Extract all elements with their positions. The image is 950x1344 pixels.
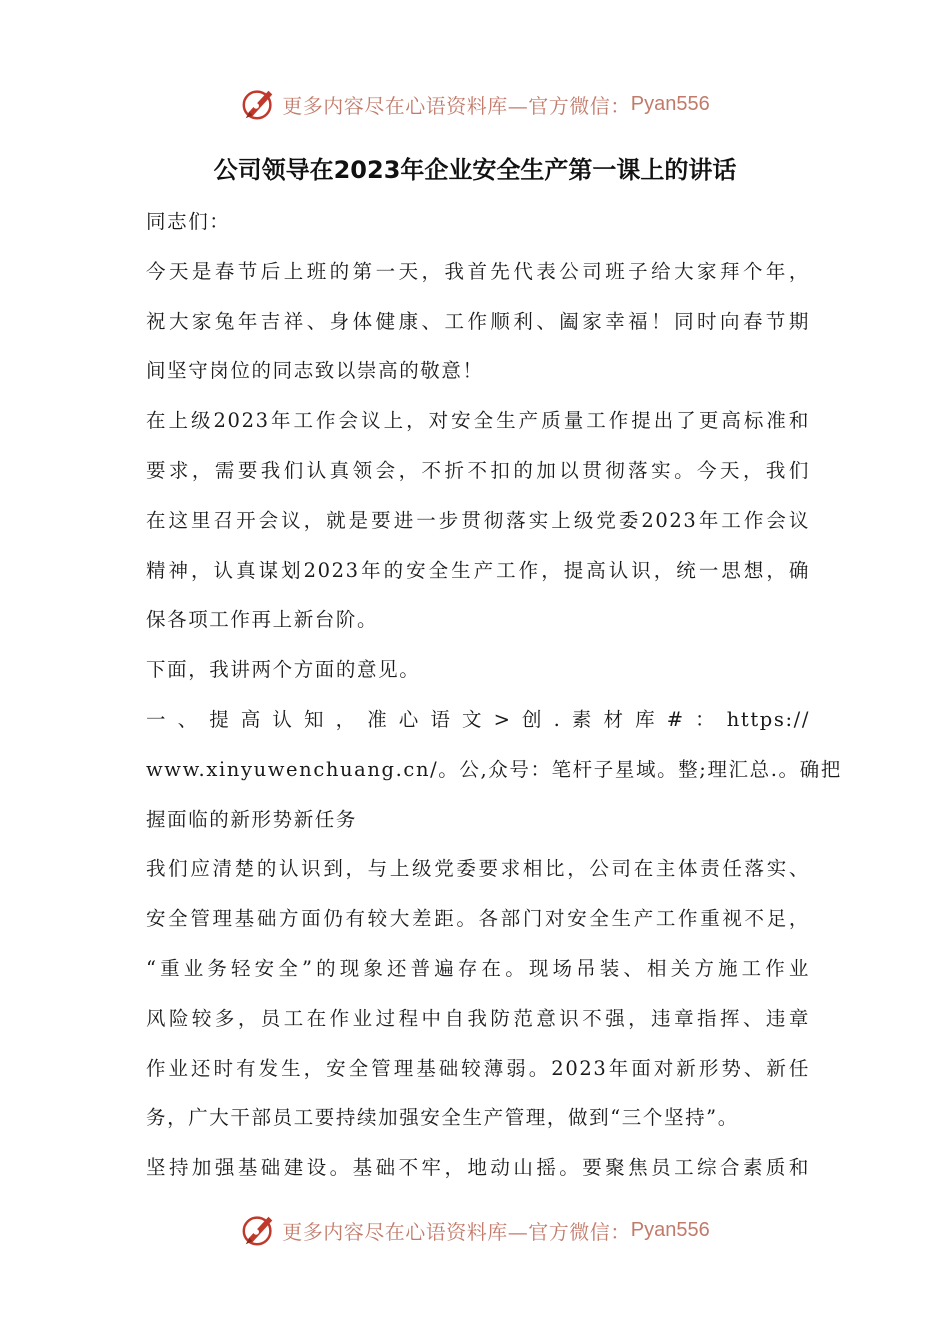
banner-text: 更多内容尽在心语资料库—官方微信： <box>282 1219 631 1244</box>
paragraph-line: 我们应清楚的认识到，与上级党委要求相比，公司在主体责任落实、 <box>146 857 810 881</box>
paragraph-line: 间坚守岗位的同志致以崇高的敬意！ <box>146 359 484 383</box>
paragraph-line: 下面，我讲两个方面的意见。 <box>146 658 421 682</box>
paragraph-line: 务，广大干部员工要持续加强安全生产管理，做到“三个坚持”。 <box>146 1106 739 1130</box>
paragraph-line: 要求，需要我们认真领会，不折不扣的加以贯彻落实。今天，我们 <box>146 458 810 482</box>
header-banner <box>0 82 950 126</box>
page-title: 公司领导在2023年企业安全生产第一课上的讲话 <box>213 156 737 184</box>
document-body <box>146 197 842 1193</box>
paragraph-line: “重业务轻安全”的现象还普遍存在。现场吊装、相关方施工作业 <box>146 956 810 980</box>
paragraph-line: 风险较多，员工在作业过程中自我防范意识不强，违章指挥、违章 <box>146 1006 810 1030</box>
paragraph-line: 今天是春节后上班的第一天，我首先代表公司班子给大家拜个年， <box>146 259 810 283</box>
paragraph-line: 握面临的新形势新任务 <box>146 807 358 831</box>
quill-logo-icon <box>240 85 278 123</box>
paragraph-line: 作业还时有发生，安全管理基础较薄弱。2023年面对新形势、新任 <box>146 1056 810 1080</box>
paragraph-line: 同志们： <box>146 210 231 233</box>
footer-banner <box>0 1208 950 1252</box>
paragraph-line: 安全管理基础方面仍有较大差距。各部门对安全生产工作重视不足， <box>146 907 810 931</box>
paragraph-line: 精神，认真谋划2023年的安全生产工作，提高认识，统一思想，确 <box>146 558 810 582</box>
paragraph-line: 祝大家兔年吉祥、身体健康、工作顺利、阖家幸福！同时向春节期 <box>146 309 810 333</box>
paragraph-line: 坚持加强基础建设。基础不牢，地动山摇。要聚焦员工综合素质和 <box>146 1156 810 1180</box>
banner-text: 更多内容尽在心语资料库—官方微信： <box>282 93 631 118</box>
paragraph-line: www.xinyuwenchuang.cn/。公,众号：笔杆子星域。整;理汇总.。确把 <box>146 757 842 781</box>
banner-wechat-id: Pyan556 <box>630 92 710 115</box>
paragraph-line: 一、提高认知，准心语文>创.素材库#：https:// <box>146 707 810 731</box>
paragraph-line: 在这里召开会议，就是要进一步贯彻落实上级党委2023年工作会议 <box>146 508 810 532</box>
paragraph-line: 在上级2023年工作会议上，对安全生产质量工作提出了更高标准和 <box>146 409 810 433</box>
quill-logo-icon <box>240 1211 278 1249</box>
banner-wechat-id: Pyan556 <box>630 1218 710 1241</box>
paragraph-line: 保各项工作再上新台阶。 <box>146 608 379 632</box>
